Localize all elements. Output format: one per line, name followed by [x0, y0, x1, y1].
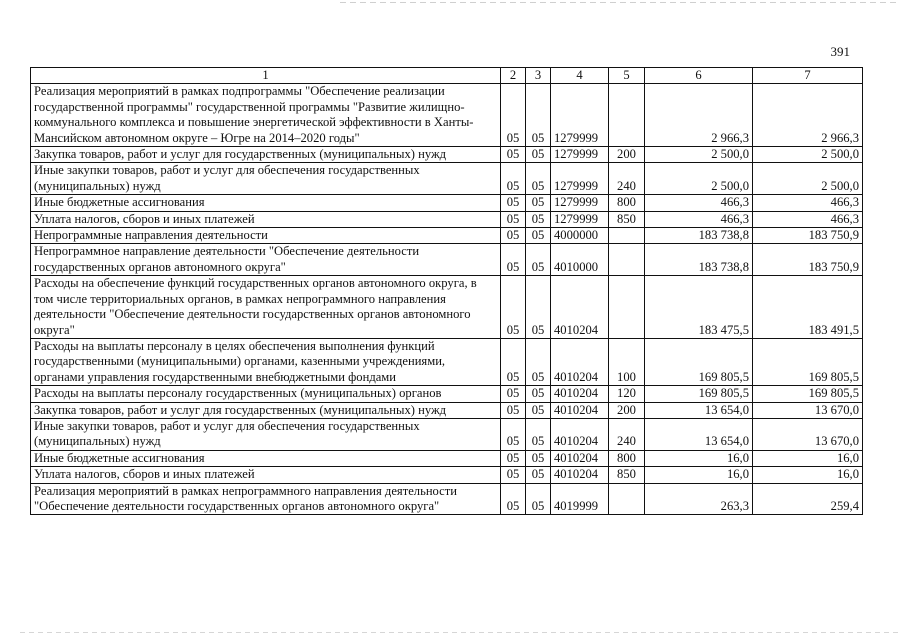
row-amount-year1: 263,3	[645, 483, 753, 515]
row-subsection: 05	[526, 244, 551, 276]
row-amount-year1: 183 738,8	[645, 244, 753, 276]
row-section: 05	[501, 211, 526, 227]
row-amount-year1: 466,3	[645, 195, 753, 211]
row-subsection: 05	[526, 402, 551, 418]
row-section: 05	[501, 386, 526, 402]
row-name: Иные закупки товаров, работ и услуг для обеспечения государственных (муниципальных) нужд	[31, 163, 501, 195]
row-name: Непрограммное направление деятельности "Обеспечение деятельности государственных органов автономного округа"	[31, 244, 501, 276]
row-name: Иные закупки товаров, работ и услуг для обеспечения государственных (муниципальных) нужд	[31, 418, 501, 450]
row-expense-type	[609, 228, 645, 244]
row-name: Расходы на выплаты персоналу государственных (муниципальных) органов	[31, 386, 501, 402]
table-row	[31, 195, 863, 211]
col-header-7: 7	[753, 68, 863, 84]
row-name: Расходы на выплаты персоналу в целях обеспечения выполнения функций государственными (муниципальными) органами, казенными учреждениями, органами управления государственными внебюджетными фондами	[31, 338, 501, 385]
row-section: 05	[501, 147, 526, 163]
row-section: 05	[501, 228, 526, 244]
row-amount-year1: 16,0	[645, 450, 753, 466]
row-expense-type: 800	[609, 195, 645, 211]
row-subsection: 05	[526, 450, 551, 466]
row-section: 05	[501, 402, 526, 418]
row-target-code: 1279999	[551, 195, 609, 211]
row-subsection: 05	[526, 211, 551, 227]
row-section: 05	[501, 195, 526, 211]
row-target-code: 1279999	[551, 163, 609, 195]
row-name: Реализация мероприятий в рамках непрограммного направления деятельности "Обеспечение деятельности государственных органов автономного округа"	[31, 483, 501, 515]
row-target-code: 4010204	[551, 402, 609, 418]
table-row	[31, 244, 863, 276]
row-section: 05	[501, 163, 526, 195]
row-expense-type	[609, 276, 645, 339]
row-subsection: 05	[526, 195, 551, 211]
row-section: 05	[501, 450, 526, 466]
header-row	[31, 68, 863, 84]
row-amount-year2: 13 670,0	[753, 402, 863, 418]
row-expense-type: 800	[609, 450, 645, 466]
table-row	[31, 467, 863, 483]
row-expense-type	[609, 483, 645, 515]
row-amount-year1: 183 475,5	[645, 276, 753, 339]
row-amount-year1: 13 654,0	[645, 418, 753, 450]
row-target-code: 4010204	[551, 338, 609, 385]
row-section: 05	[501, 276, 526, 339]
table-row	[31, 163, 863, 195]
row-expense-type: 850	[609, 211, 645, 227]
row-target-code: 4010204	[551, 386, 609, 402]
row-amount-year1: 2 500,0	[645, 147, 753, 163]
row-amount-year1: 16,0	[645, 467, 753, 483]
table-row	[31, 338, 863, 385]
row-name: Иные бюджетные ассигнования	[31, 450, 501, 466]
row-expense-type	[609, 84, 645, 147]
row-name: Уплата налогов, сборов и иных платежей	[31, 211, 501, 227]
row-target-code: 4010204	[551, 450, 609, 466]
row-target-code: 4010204	[551, 276, 609, 339]
row-subsection: 05	[526, 163, 551, 195]
col-header-5: 5	[609, 68, 645, 84]
row-subsection: 05	[526, 147, 551, 163]
table-row	[31, 402, 863, 418]
row-subsection: 05	[526, 483, 551, 515]
row-target-code: 1279999	[551, 84, 609, 147]
row-subsection: 05	[526, 228, 551, 244]
row-section: 05	[501, 338, 526, 385]
row-amount-year2: 259,4	[753, 483, 863, 515]
table-row	[31, 211, 863, 227]
table-row	[31, 418, 863, 450]
row-amount-year2: 183 491,5	[753, 276, 863, 339]
table-row	[31, 450, 863, 466]
row-amount-year1: 466,3	[645, 211, 753, 227]
row-name: Закупка товаров, работ и услуг для государственных (муниципальных) нужд	[31, 402, 501, 418]
row-section: 05	[501, 467, 526, 483]
row-name: Уплата налогов, сборов и иных платежей	[31, 467, 501, 483]
row-target-code: 1279999	[551, 211, 609, 227]
row-subsection: 05	[526, 338, 551, 385]
row-expense-type: 200	[609, 147, 645, 163]
row-amount-year2: 466,3	[753, 195, 863, 211]
table-row	[31, 147, 863, 163]
row-expense-type: 850	[609, 467, 645, 483]
row-target-code: 4010204	[551, 418, 609, 450]
table-body	[31, 84, 863, 515]
row-name: Иные бюджетные ассигнования	[31, 195, 501, 211]
col-header-6: 6	[645, 68, 753, 84]
row-amount-year2: 13 670,0	[753, 418, 863, 450]
row-amount-year1: 2 500,0	[645, 163, 753, 195]
row-amount-year2: 183 750,9	[753, 244, 863, 276]
row-amount-year2: 466,3	[753, 211, 863, 227]
table-row	[31, 483, 863, 515]
row-expense-type: 120	[609, 386, 645, 402]
row-amount-year1: 169 805,5	[645, 338, 753, 385]
row-name: Реализация мероприятий в рамках подпрограммы "Обеспечение реализации государственной программы" государственной программы "Развитие жилищно-коммунального комплекса и повышение энергетической эффективности в Ханты-Мансийском автономном округе – Югре на 2014–2020 годы"	[31, 84, 501, 147]
row-amount-year2: 169 805,5	[753, 386, 863, 402]
row-target-code: 4019999	[551, 483, 609, 515]
table-row	[31, 276, 863, 339]
row-target-code: 4010204	[551, 467, 609, 483]
row-target-code: 1279999	[551, 147, 609, 163]
row-expense-type: 240	[609, 163, 645, 195]
row-target-code: 4000000	[551, 228, 609, 244]
row-subsection: 05	[526, 84, 551, 147]
row-name: Закупка товаров, работ и услуг для государственных (муниципальных) нужд	[31, 147, 501, 163]
row-amount-year1: 13 654,0	[645, 402, 753, 418]
row-section: 05	[501, 84, 526, 147]
row-subsection: 05	[526, 386, 551, 402]
row-target-code: 4010000	[551, 244, 609, 276]
row-expense-type: 200	[609, 402, 645, 418]
table-row	[31, 84, 863, 147]
table-row	[31, 386, 863, 402]
budget-table	[30, 67, 863, 515]
row-amount-year1: 169 805,5	[645, 386, 753, 402]
page-number: 391	[830, 44, 850, 59]
row-subsection: 05	[526, 418, 551, 450]
row-section: 05	[501, 418, 526, 450]
row-amount-year2: 183 750,9	[753, 228, 863, 244]
row-expense-type	[609, 244, 645, 276]
row-name: Расходы на обеспечение функций государственных органов автономного округа, в том числе территориальных органов, в рамках непрограммного направления деятельности "Обеспечение деятельности государственных органов автономного округа"	[31, 276, 501, 339]
row-subsection: 05	[526, 276, 551, 339]
row-amount-year2: 16,0	[753, 467, 863, 483]
row-amount-year2: 16,0	[753, 450, 863, 466]
row-name: Непрограммные направления деятельности	[31, 228, 501, 244]
row-amount-year2: 169 805,5	[753, 338, 863, 385]
row-subsection: 05	[526, 467, 551, 483]
row-amount-year2: 2 500,0	[753, 147, 863, 163]
col-header-1: 1	[31, 68, 501, 84]
row-section: 05	[501, 244, 526, 276]
row-amount-year1: 183 738,8	[645, 228, 753, 244]
row-expense-type: 100	[609, 338, 645, 385]
row-amount-year2: 2 500,0	[753, 163, 863, 195]
scan-artifact-top	[340, 2, 900, 3]
col-header-2: 2	[501, 68, 526, 84]
col-header-4: 4	[551, 68, 609, 84]
row-amount-year1: 2 966,3	[645, 84, 753, 147]
row-amount-year2: 2 966,3	[753, 84, 863, 147]
row-section: 05	[501, 483, 526, 515]
row-expense-type: 240	[609, 418, 645, 450]
table-row	[31, 228, 863, 244]
col-header-3: 3	[526, 68, 551, 84]
scan-artifact-bottom	[20, 632, 900, 633]
